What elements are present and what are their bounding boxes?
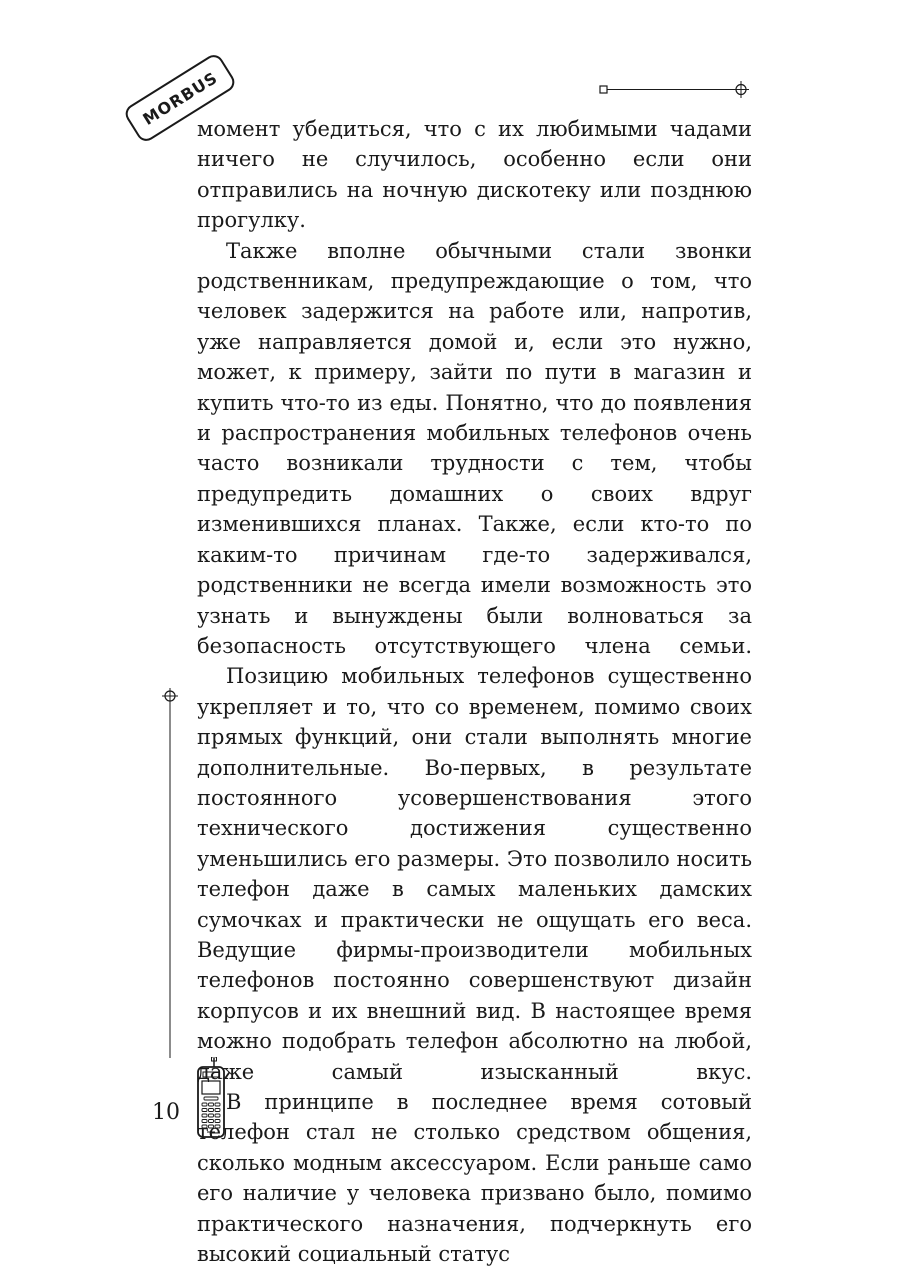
paragraph-3: Позицию мобильных телефонов существенно укрепляет и то, что со временем, помимо своих прямых функций, они стали выполнять многие дополнительные. Во-первых, в результате постоянного усовершенствования этого технического достижения существенно уменьшились его размеры. Это позволило носить телефон даже в самых маленьких дамских сумочках и практически не ощущать его веса. Ведущие фирмы-производители мобильных телефонов постоянно совершенствуют дизайн корпусов и их внешний вид. В настоящее время можно подобрать телефон абсолютно на любой, даже самый изысканный вкус. [197,664,752,1084]
morbus-logo-badge: MORBUS [122,51,238,144]
crosshair-icon [162,688,178,705]
paragraph-4: В принципе в последнее время сотовый телефон стал не столько средством общения, сколько модным аксессуаром. Если раньше само его наличие у человека призвано было, помимо практического назначения, подчеркнуть его высокий социальный статус [197,1090,752,1267]
top-decorative-rule [598,80,758,100]
body-text [197,114,752,1269]
paragraph-1: момент убедиться, что с их любимыми чадами ничего не случилось, особенно если они отправились на ночную дискотеку или позднюю прогулку. [197,117,752,233]
side-decorative-rule [160,686,180,1058]
crosshair-icon [733,81,749,98]
mobile-phone-icon [196,1057,226,1139]
page-number: 10 [152,1100,180,1125]
paragraph-2: Также вполне обычными стали звонки родственникам, предупреждающие о том, что человек задержится на работе или, напротив, уже направляется домой и, если это нужно, может, к примеру, зайти по пути в магазин и купить что-то из еды. Понятно, что до появления и распространения мобильных телефонов очень часто возникали трудности с тем, чтобы предупредить домашних о своих вдруг изменившихся планах. Также, если кто-то по каким-то причинам где-то задерживался, родственники не всегда имели возможность это узнать и вынуждены были волноваться за безопасность отсутствующего члена семьи. [197,238,752,658]
